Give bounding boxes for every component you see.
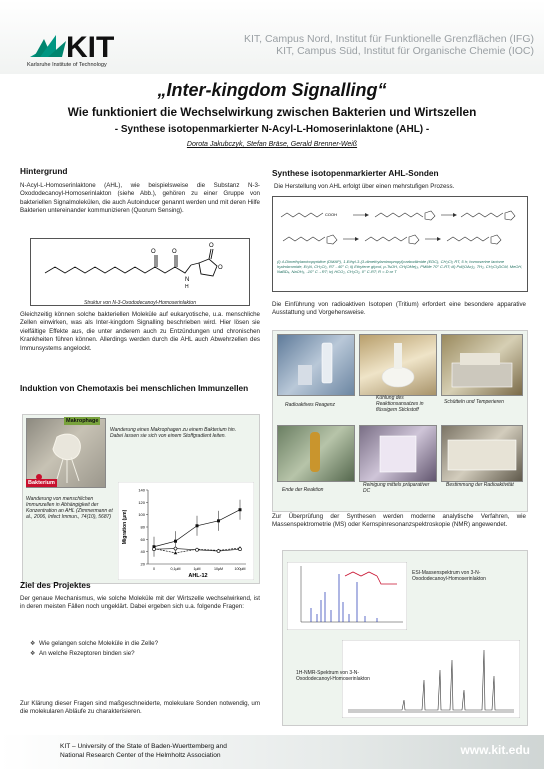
photo-reaction-end [277, 425, 355, 482]
wanderung-caption: Wanderung eines Makrophagen zu einem Bakterium hin. Dabei lassen sie sich von einem Stoffgradient leiten. [110, 427, 237, 439]
chart-x-tick-label: 1µM [193, 567, 201, 571]
section-ziel-heading: Ziel des Projektes [20, 580, 91, 590]
questions-list [30, 639, 158, 659]
photo3-caption: Schütteln und Temperieren [444, 399, 504, 405]
chart-y-tick-label: 100 [138, 512, 145, 518]
poster-subtitle-2: - Synthese isotopenmarkierter N-Acyl-L-Homoserinlaktone (AHL) - [114, 124, 430, 135]
flask-illustration [360, 335, 436, 395]
footer-line-1: KIT – University of the State of Baden-Wuerttemberg and [60, 743, 227, 750]
hintergrund-paragraph-2: Gleichzeitig können solche bakteriellen Moleküle auf eukaryotische, u.a. menschliche Zellen einwirken, was als Inter-kingdom Signalling beschrieben wird. Hier lösen sie vielfältige Effekte aus, die unter anderem auch zu Entzündungen und chronischen Krankheiten führen können. Allerdings werden durch die AHL auch Abwehrzellen des Immunsystems angelockt. [20, 311, 260, 352]
photo-radioactivity [441, 425, 523, 482]
macrophage-image [26, 418, 106, 488]
einfuehrung-paragraph: Die Einführung von radioaktiven Isotopen (Tritium) erfordert eine besondere apparative Ausstattung und Vorgehensweise. [272, 301, 526, 317]
photo-reagent [277, 334, 355, 396]
synthesis-scheme [272, 196, 528, 292]
chart-x-tick-label: 100µM [234, 567, 246, 571]
tube-illustration [278, 426, 354, 481]
chart-point [196, 524, 199, 527]
chart-x-tick-label: 0 [153, 567, 155, 571]
section-synthese-heading: Synthese isotopenmarkierter AHL-Sonden [272, 168, 439, 178]
vial-illustration [278, 335, 354, 395]
chart-point [196, 548, 199, 551]
ziel-paragraph-2: Zur Klärung dieser Fragen sind maßgeschneiderte, molekulare Sonden notwendig, um die molekularen Abläufe zu charakterisieren. [20, 700, 260, 716]
poster-subtitle: Wie funktioniert die Wechselwirkung zwischen Bakterien und Wirtszellen [67, 105, 477, 119]
chart-frame [118, 482, 254, 580]
question-item: ❖ An welche Rezeptoren binden sie? [30, 650, 135, 657]
footer-line-2: National Research Center of the Helmholtz Association [60, 751, 221, 759]
nmr-label: 1H-NMR-Spektrum von 3-N-Oxododecanoyl-Homoserinlakton [296, 670, 370, 682]
section-hintergrund-heading: Hintergrund [20, 166, 68, 176]
institute-line-2: KIT, Campus Süd, Institut für Organische Chemie (IOC) [276, 45, 534, 57]
authors: Dorota Jakubczyk, Stefan Bräse, Gerald Brenner-Weiß [186, 141, 358, 148]
tlc-illustration [360, 426, 436, 481]
photo-shaker [441, 334, 523, 396]
chart-y-tick-label: 40 [140, 549, 145, 555]
institute-line-1: KIT, Campus Nord, Institut für Funktionelle Grenzflächen (IFG) [243, 33, 534, 45]
chart-y-tick-label: 60 [140, 536, 145, 542]
wanderung-immunzellen-caption: Wanderung von menschlichen Immunzellen in Abhängigkeit der Konzentration an AHL (Zimmermann et al., 2006, Infect Immun., 74(10), 5687) [26, 496, 113, 520]
chart-ylabel: Migration (µm) [122, 509, 128, 545]
photo-tlc [359, 425, 437, 482]
synthese-paragraph: Die Herstellung von AHL erfolgt über einen mehrstufigen Prozess. [274, 183, 455, 190]
svg-text:H: H [185, 284, 189, 290]
structure-caption: Struktur von N-3-Oxododecanoyl-Homoserinlakton [84, 300, 196, 306]
photo4-caption: Ende der Reaktion [282, 487, 324, 493]
svg-text:COOH: COOH [325, 212, 337, 217]
photo5-caption: Reinigung mittels präparativer DC [363, 482, 430, 494]
makrophage-label: Makrophage [66, 418, 99, 424]
photo2-caption: Kühlung des Reaktionsansatzes in flüssigem Stickstoff [376, 395, 424, 413]
chart-x-tick-label: 10µM [213, 567, 224, 571]
svg-text:N: N [185, 277, 190, 283]
footer-url: www.kit.edu [460, 743, 530, 757]
chart-y-tick-label: 120 [138, 499, 145, 505]
logo-subtitle: Karlsruhe Institute of Technology [27, 62, 107, 68]
structure-figure [30, 238, 250, 306]
reaction-scheme [273, 197, 527, 257]
svg-text:O: O [218, 265, 223, 271]
photo-cooling [359, 334, 437, 396]
chart-point [174, 540, 177, 543]
ziel-paragraph: Der genaue Mechanismus, wie solche Moleküle mit der Wirtszelle wechselwirkend, ist in deren meisten Fällen noch ungeklärt. Dabei ergeben sich u.a. folgende Fragen: [20, 595, 260, 611]
molecule-structure [31, 239, 249, 295]
shaker-illustration [442, 335, 522, 395]
chart-point [239, 508, 242, 511]
photo1-caption: Radioaktives Reagenz [285, 402, 336, 408]
chart-xlabel: AHL-12 [188, 573, 208, 579]
chart-y-tick-label: 20 [140, 561, 145, 567]
question-item: ❖ Wie gelangen solche Moleküle in die Zelle? [30, 640, 159, 647]
chart-point [217, 550, 220, 553]
section-induktion-heading: Induktion von Chemotaxis bei menschlichen Immunzellen [20, 383, 249, 393]
esi-label: ESI-Massenspektrum von 3-N-Oxododecanoyl-Homoserinlakton [412, 570, 486, 582]
hintergrund-paragraph-1: N-Acyl-L-Homoserinlaktone (AHL), wie beispielsweise die Substanz N-3-Oxododecanoyl-Homoserinlakton (siehe Abb.), gehören zu einer Gruppe von bakteriellen Signalmolekülen, die auch Autoinducer genannt werden und mit deren Hilfe Bakterien untereinander kommunizieren (Quorum Sensing). [20, 182, 260, 215]
photo6-caption: Bestimmung der Radioaktivität [446, 482, 514, 488]
chart-y-tick-label: 140 [138, 487, 145, 493]
chart-x-tick-label: 0,1µM [170, 567, 181, 571]
chart-point [153, 548, 156, 551]
chart-point [174, 547, 177, 550]
poster-title: „Inter-kingdom Signalling“ [157, 80, 387, 100]
bakterium-label: Bakterium [28, 480, 55, 486]
macrophage-illustration [27, 419, 105, 487]
svg-text:O: O [172, 249, 177, 255]
scheme-caption: (i) 4-Dimethylaminopyridine (DMAP), 1-Ethyl-3-(3-dimethylaminopropyl)carbodiimide (EDC), CH₂Cl₂ RT, 5 h; homoserine lactone hydrobromide, Et₃N, CH₂Cl₂, RT - 40° C; ii) Ethylene glycol, p-TsOH, CH(OMe)₃, PMMe 70° C-RT; iii) Pd/(OAc)₂, TH₂, CH₂Cl₂DCM, MeOH, NaBD₄, NaOH₃, -10° C→RT; iv) HCO₂, CH₂Cl₂, 0° C-RT; R = D or T [277, 259, 523, 274]
migration-chart [118, 482, 254, 580]
logo-text: KIT [66, 31, 115, 64]
counter-illustration [442, 426, 522, 481]
svg-text:O: O [209, 243, 214, 249]
footer-text [60, 743, 227, 760]
chart-y-tick-label: 80 [140, 524, 145, 530]
institute-block [244, 33, 534, 57]
ueberpruefung-paragraph: Zur Überprüfung der Synthesen werden moderne analytische Verfahren, wie Massenspektrometrie (MS) oder Kernspinresonanzspektroskopie (NMR) angewendet. [272, 513, 526, 529]
chart-point [217, 519, 220, 522]
esi-spectrum-plot [287, 562, 407, 630]
svg-text:O: O [151, 249, 156, 255]
chart-point [239, 548, 242, 551]
